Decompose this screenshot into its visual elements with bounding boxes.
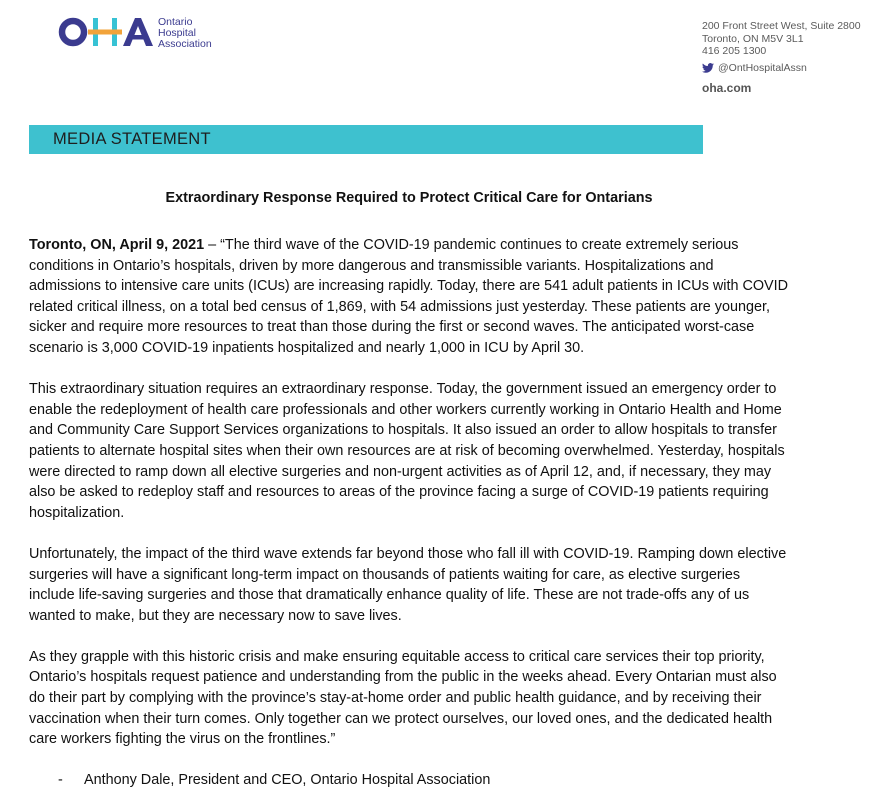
dateline: Toronto, ON, April 9, 2021: [29, 237, 205, 253]
signature-text: Anthony Dale, President and CEO, Ontario Hospital Association: [84, 772, 491, 789]
logo-name-line-1: Ontario: [158, 16, 193, 28]
paragraph-1: [29, 235, 789, 359]
banner-label: MEDIA STATEMENT: [53, 130, 211, 148]
signature-dash: -: [58, 772, 63, 789]
statement-body: [29, 235, 789, 791]
contact-block: [702, 20, 880, 95]
oha-logo-mark: [57, 12, 257, 52]
website-link[interactable]: oha.com: [702, 81, 752, 96]
paragraph-3: Unfortunately, the impact of the third wave extends far beyond those who fall ill with COVID-19. Ramping down elective surgeries will have a significant long-term impact on thousands of patients waiting for care, as elective surgeries include life-saving surgeries and those that dramatically enhance quality of life. These are not trade-offs any of us wanted to make, but they are necessary now to save lives.: [29, 545, 787, 624]
paragraph-2: This extraordinary situation requires an extraordinary response. Today, the government issued an emergency order to enable the redeployment of health care professionals and other workers currently working in Ontario Health and Home and Community Care Support Services organizations to hospitals. It also issued an order to allow hospitals to transfer patients to alternate hospital sites when their own resources are at risk of becoming overwhelmed. Yesterday, hospitals were directed to ramp down all elective surgeries and non-urgent activities as of April 12, and, if necessary, they may also be asked to redeploy staff and resources to areas of the province facing a surge of COVID-19 patients requiring hospitalization.: [29, 381, 785, 521]
twitter-row[interactable]: [702, 62, 880, 75]
phone-number: 416 205 1300: [702, 45, 767, 58]
signature-line: [58, 770, 789, 791]
statement-title: Extraordinary Response Required to Protect Critical Care for Ontarians: [165, 190, 653, 206]
oha-logo: [57, 12, 257, 52]
twitter-handle[interactable]: @OntHospitalAssn: [718, 61, 807, 74]
twitter-bird-icon: [702, 63, 714, 73]
paragraph-4: As they grapple with this historic crisis and make ensuring equitable access to critical care services their top priority, Ontario’s hospitals request patience and understanding from the public in the weeks ahead. Every Ontarian must also do their part by complying with the province’s stay-at-home order and public health guidance, and by receiving their vaccination when their turn comes. Only together can we protect ourselves, our loved ones, and the dedicated health care workers fighting the virus on the frontlines.”: [29, 648, 777, 748]
address-line-2: Toronto, ON M5V 3L1: [702, 32, 804, 45]
address-line-1: 200 Front Street West, Suite 2800: [702, 20, 861, 32]
logo-name-line-3: Association: [158, 38, 212, 50]
logo-name-line-2: Hospital: [158, 27, 196, 39]
media-statement-banner: [29, 125, 703, 154]
paragraph-1-text: – “The third wave of the COVID-19 pandemic continues to create extremely serious conditions in Ontario’s hospitals, driven by more dangerous and transmissible variants. Hospitalizations and admissions to intensive care units (ICUs) are increasing rapidly. Today, there are 541 adult patients in ICUs with COVID related critical illness, on a total bed census of 1,869, with 54 admissions just yesterday. These patients are younger, sicker and require more resources to treat than those during the first or second waves. The anticipated worst-case scenario is 3,000 COVID-19 inpatients hospitalized and nearly 1,000 in ICU by April 30.: [29, 237, 789, 356]
